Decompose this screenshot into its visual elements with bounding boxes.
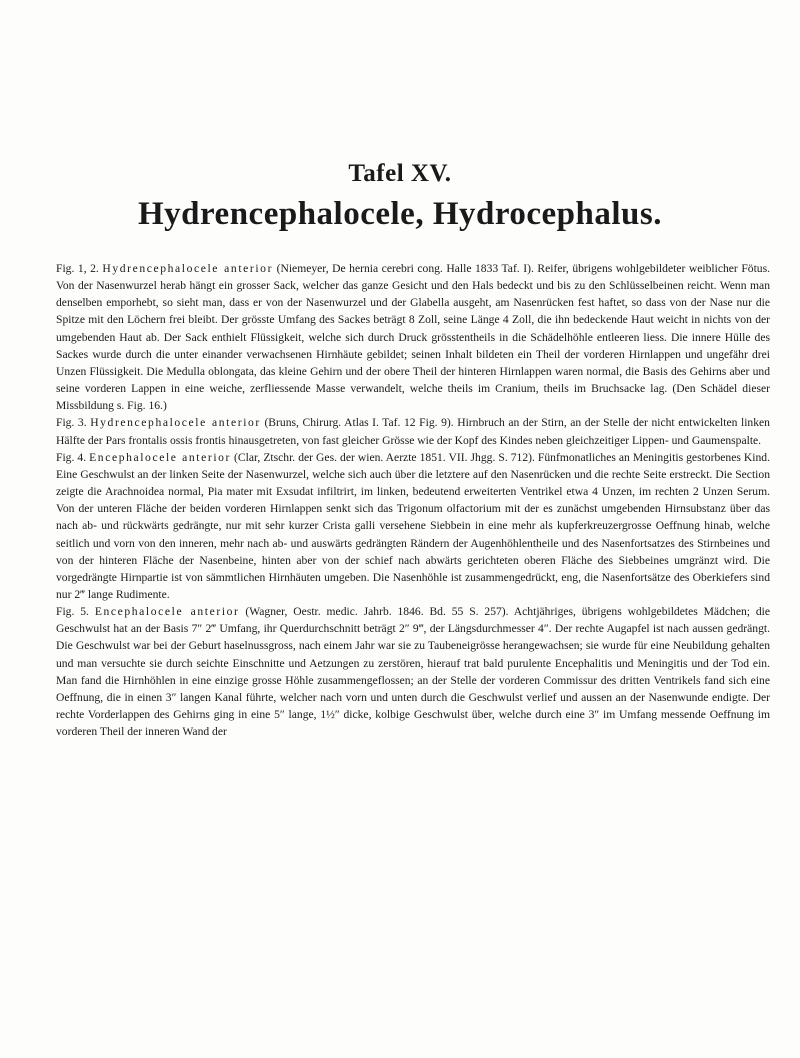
- figure-ref: Fig. 1, 2.: [56, 262, 99, 275]
- body-text: [56, 260, 770, 740]
- entry-heading: Encephalocele anterior: [89, 450, 231, 464]
- entry-heading: Hydrencephalocele anterior: [102, 262, 274, 275]
- paragraph-text: (Wagner, Oestr. medic. Jahrb. 1846. Bd. 55 S. 257). Achtjähriges, übrigens wohlgebildetes Mädchen; die Geschwulst hat an der Basis 7″ 2‴ Umfang, ihr Querdurchschnitt beträgt 2″ 9‴, der Längsdurchmesser 4″. Der rechte Augapfel ist nach aussen gedrängt. Die Geschwulst war bei der Geburt haselnussgross, nach einem Jahr war sie zu Taubeneigrösse herangewachsen; sie wurde für eine Neubildung gehalten und man versuchte sie durch seichte Einschnitte und Aetzungen zu zerstören, hierauf trat bald purulente Encephalitis und Meningitis und der Tod ein. Man fand die Hirnhöhlen in eine einzige grosse Höhle zusammengeflossen; an der Stelle der vorderen Commissur des dritten Ventrikels fand sich eine Oeffnung, die in einen 3″ langen Kanal führte, welcher nach vorn und unten durch die Geschwulst verlief und aussen an der Nasenwunde endigte. Der rechte Vorderlappen des Gehirns ging in eine 5″ lange, 1½″ dicke, kolbige Geschwulst über, welche durch eine 3″ im Umfang messende Oeffnung im vorderen Theil der inneren Wand der: [56, 605, 771, 739]
- paragraph-fig-3: [56, 414, 770, 448]
- page-title: Hydrencephalocele, Hydrocephalus.: [137, 196, 663, 232]
- figure-ref: Fig. 4.: [56, 450, 87, 464]
- plate-heading: Tafel XV.: [348, 160, 452, 187]
- entry-heading: Encephalocele anterior: [94, 605, 240, 619]
- paragraph-text: (Niemeyer, De hernia cerebri cong. Halle 1833 Taf. I). Reifer, übrigens wohlgebildeter weiblicher Fötus. Von der Nasenwurzel herab hängt ein grosser Sack, welcher das ganze Gesicht und den Hals bedeckt und bis zu den Schlüsselbeinen reicht. Wenn man denselben emporhebt, so sieht man, dass er von der Nasenwurzel und der Glabella ausgeht, am Nasenrücken fest haftet, so dass von der Nase nur die Spitze mit den Löchern frei bleibt. Der grösste Umfang des Sackes beträgt 8 Zoll, seine Länge 4 Zoll, die ihn bedeckende Haut weicht in nichts von der umgebenden Haut ab. Der Sack enthielt Flüssigkeit, welche sich durch Druck grösstentheils in die Schädelhöhle entleeren liess. Die innere Hülle des Sackes wurde durch die unter einander verwachsenen Hirnhäute gebildet; seinen Inhalt bildeten ein Theil der vorderen Hirnlappen und ungefähr drei Unzen Flüssigkeit. Die Medulla oblongata, das kleine Gehirn und der obere Theil der hinteren Hirnlappen waren normal, die Basis des Gehirns aber und seine vorderen Lappen in eine weiche, zerfliessende Masse verwandelt, welche theils im Cranium, theils im Bruchsacke lag. (Den Schädel dieser Missbildung s. Fig. 16.): [56, 262, 770, 413]
- paragraph-text: (Bruns, Chirurg. Atlas I. Taf. 12 Fig. 9). Hirnbruch an der Stirn, an der Stelle der nicht entwickelten linken Hälfte der Pars frontalis ossis frontis hinausgetreten, von fast gleicher Grösse wie der Kopf des Kindes neben gleichzeitiger Lippen- und Gaumenspalte.: [56, 416, 770, 447]
- paragraph-fig-1-2: [56, 260, 770, 414]
- figure-ref: Fig. 5.: [56, 605, 89, 619]
- paragraph-text: (Clar, Ztschr. der Ges. der wien. Aerzte 1851. VII. Jhgg. S. 712). Fünfmonatliches an Meningitis gestorbenes Kind. Eine Geschwulst an der linken Seite der Nasenwurzel, welche sich auch über die letztere auf den Nasenrücken und die rechte Seite erstreckt. Die Section zeigte die Arachnoidea normal, Pia mater mit Exsudat infiltrirt, im linken, bedeutend erweiterten Ventrikel etwa 4 Unzen, im rechten 2 Unzen Serum. Von der unteren Fläche der beiden vorderen Hirnlappen senkt sich das Trigonum olfactorium mit der es zunächst umgebenden Hirnsubstanz über das nach ab- und rückwärts gedrängte, nur mit sehr kurzer Crista galli versehene Siebbein in eine mehr als kupferkreuzergrosse Oeffnung hinab, welche seitlich und vorn von den inneren, mehr nach ab- und auswärts gedrängten Rändern der Augenhöhlentheile und des Nasenfortsatzes des Stirnbeines und von der hinteren Fläche der Nasenbeine, hinten aber von der schief nach abwärts gerichteten oberen Fläche des Siebbeines umgränzt wird. Die vorgedrängte Hirnpartie ist von sämmtlichen Hirnhäuten umgeben. Die Nasenhöhle ist zusammengedrückt, eng, die Nasenfortsätze des Oberkiefers sind nur 2‴ lange Rudimente.: [56, 450, 770, 601]
- figure-ref: Fig. 3.: [56, 416, 87, 430]
- entry-heading: Hydrencephalocele anterior: [90, 416, 261, 430]
- paragraph-fig-4: [56, 449, 770, 603]
- paragraph-fig-5: [56, 603, 770, 740]
